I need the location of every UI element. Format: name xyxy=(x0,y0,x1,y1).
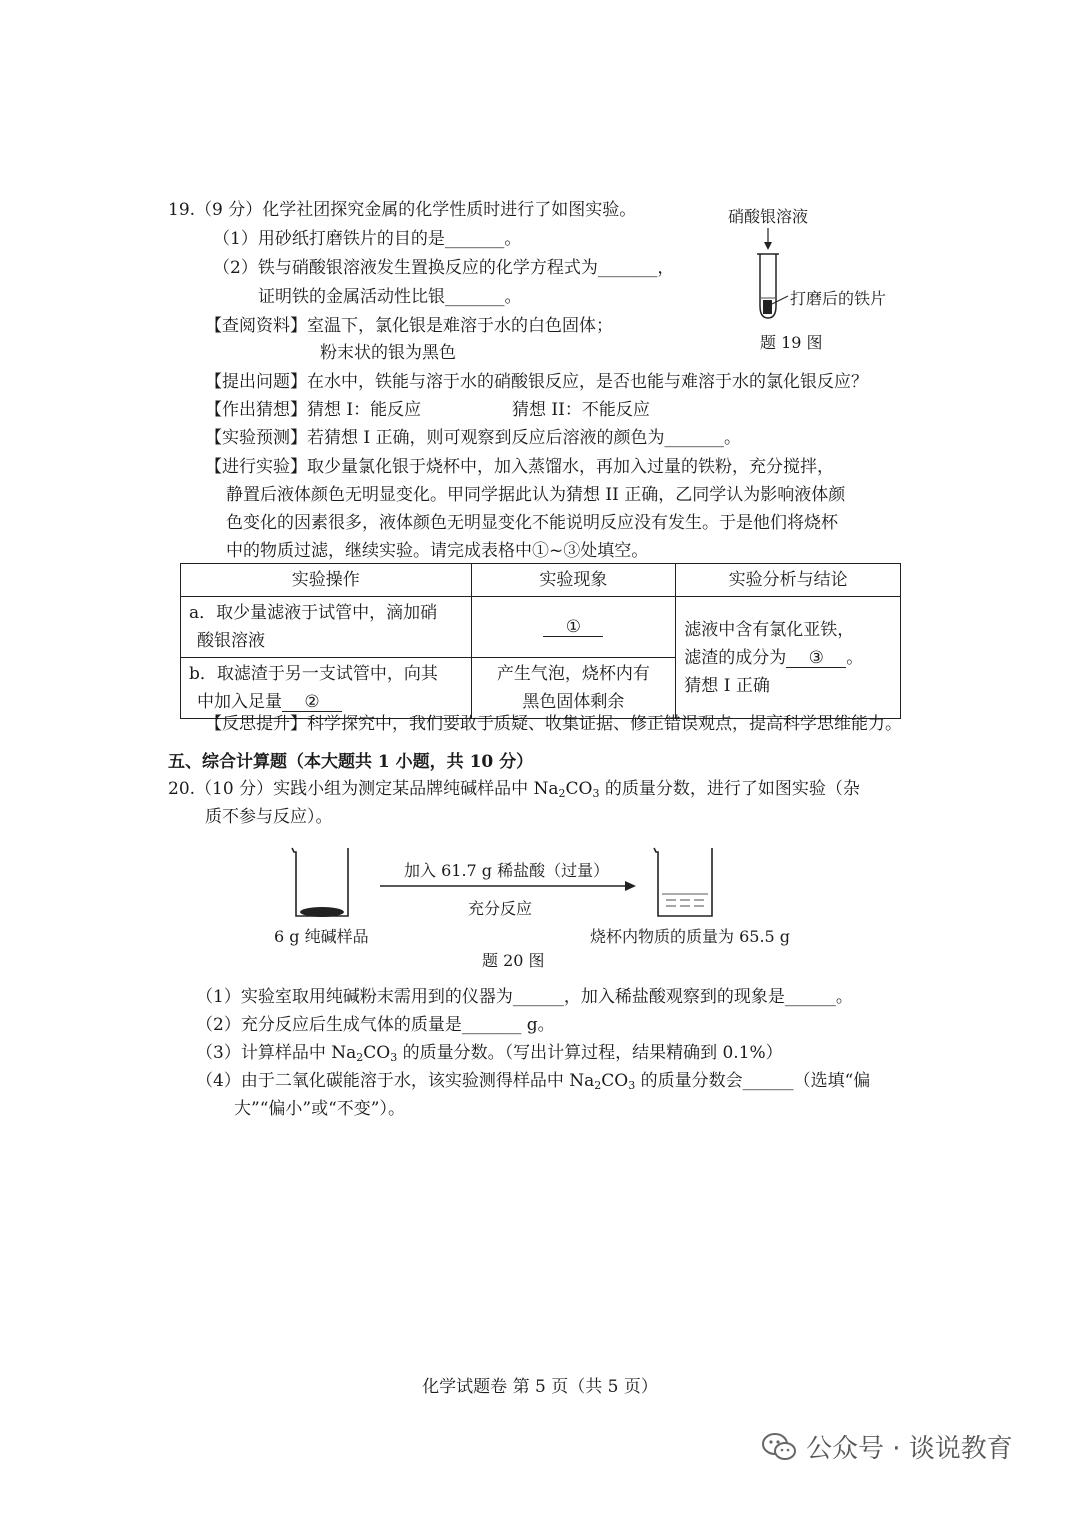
q20-sub2: （2）充分反应后生成气体的质量是_______ g。 xyxy=(196,1015,555,1035)
subscript: 3 xyxy=(390,1051,398,1064)
q19-sub1: （1）用砂纸打磨铁片的目的是_______。 xyxy=(213,229,522,249)
q19-exp3: 色变化的因素很多，液体颜色无明显变化不能说明反应没有发生。于是他们将烧杯 xyxy=(226,513,838,533)
row-b-op2-prefix: 中加入足量 xyxy=(197,692,282,712)
fig20-arrow-top: 加入 61.7 g 稀盐酸（过量） xyxy=(404,861,610,880)
q20-sub4 xyxy=(196,1069,870,1098)
row-b-phen-line1: 产生气泡，烧杯内有 xyxy=(496,664,650,684)
q19-predict: 【实验预测】若猜想 I 正确，则可观察到反应后溶液的颜色为_______。 xyxy=(205,428,742,448)
q20-stem-line1 xyxy=(168,777,860,806)
q19-sub2b: 证明铁的金属活动性比银_______。 xyxy=(258,287,522,307)
blank-2: ② xyxy=(282,693,342,712)
q19-ref1: 【查阅资料】室温下，氯化银是难溶于水的白色固体； xyxy=(205,316,613,336)
q19-exp4: 中的物质过滤，继续实验。请完成表格中①~③处填空。 xyxy=(226,541,649,561)
q19-reflect: 【反思提升】科学探究中，我们要敢于质疑、收集证据、修正错误观点，提高科学思维能力。 xyxy=(205,714,902,734)
q20-stem-part: 的质量分数，进行了如图实验（杂 xyxy=(599,779,860,799)
wechat-icon xyxy=(762,1432,796,1462)
q19-hyp1: 【作出猜想】猜想 I：能反应 xyxy=(205,400,422,420)
subscript: 2 xyxy=(594,1079,602,1092)
blank-1: ① xyxy=(543,618,603,637)
q20-sub4-line2: 大”“偏小”或“不变”）。 xyxy=(234,1099,405,1119)
figure-20 xyxy=(274,838,840,978)
concl-line2-prefix: 滤渣的成分为 xyxy=(684,647,787,668)
q19-stem: 19.（9 分）化学社团探究金属的化学性质时进行了如图实验。 xyxy=(168,200,637,220)
fig20-caption: 题 20 图 xyxy=(482,951,545,970)
concl-line1: 滤液中含有氯化亚铁， xyxy=(684,619,855,640)
q20-sub3-part: （3）计算样品中 Na xyxy=(196,1043,357,1063)
section-5-title: 五、综合计算题（本大题共 1 小题，共 10 分） xyxy=(168,752,534,772)
fig19-top-label: 硝酸银溶液 xyxy=(728,207,809,226)
table-header: 实验现象 xyxy=(471,564,676,597)
watermark xyxy=(762,1428,1013,1465)
table-row xyxy=(181,597,901,658)
subscript: 3 xyxy=(592,787,600,800)
q20-stem-line2: 质不参与反应）。 xyxy=(205,807,333,827)
subscript: 3 xyxy=(628,1079,636,1092)
fig20-arrow-bottom: 充分反应 xyxy=(468,899,533,918)
figure-19 xyxy=(720,196,920,366)
q19-question: 【提出问题】在水中，铁能与溶于水的硝酸银反应，是否也能与难溶于水的氯化银反应？ xyxy=(205,372,868,392)
q20-sub4-part: 的质量分数会______（选填“偏 xyxy=(635,1071,871,1091)
watermark-text: 公众号 · 谈说教育 xyxy=(806,1434,1013,1464)
q20-stem-part: 20.（10 分）实践小组为测定某品牌纯碱样品中 Na xyxy=(168,779,559,799)
concl-line3: 猜想 I 正确 xyxy=(684,675,770,696)
q19-hyp2: 猜想 II：不能反应 xyxy=(512,400,650,420)
q20-sub3-part: 的质量分数。（写出计算过程，结果精确到 0.1%） xyxy=(397,1043,783,1063)
fig19-caption: 题 19 图 xyxy=(760,333,823,352)
fig20-left-label: 6 g 纯碱样品 xyxy=(274,927,369,946)
row-a-operation xyxy=(181,597,472,658)
row-a-op-line1: a．取少量滤液于试管中，滴加硝 xyxy=(189,603,438,623)
row-b-op-line1: b．取滤渣于另一支试管中，向其 xyxy=(189,664,438,684)
row-a-op-line2: 酸银溶液 xyxy=(197,631,265,651)
row-b-phenomenon xyxy=(471,658,676,719)
row-a-phenomenon xyxy=(471,597,676,658)
concl-line2 xyxy=(684,644,892,672)
q20-sub4-part: （4）由于二氧化碳能溶于水，该实验测得样品中 Na xyxy=(196,1071,595,1091)
q19-exp2: 静置后液体颜色无明显变化。甲同学据此认为猜想 II 正确，乙同学认为影响液体颜 xyxy=(226,485,846,505)
fig20-right-label: 烧杯内物质的质量为 65.5 g xyxy=(590,927,791,946)
q19-sub2a: （2）铁与硝酸银溶液发生置换反应的化学方程式为_______， xyxy=(213,258,675,278)
table-header: 实验操作 xyxy=(181,564,472,597)
experiment-table xyxy=(180,563,901,719)
row-b-operation xyxy=(181,658,472,719)
blank-3: ③ xyxy=(786,649,846,668)
q20-sub3 xyxy=(196,1041,783,1070)
concl-line2-suffix: 。 xyxy=(846,647,864,668)
row-b-phen-line2: 黑色固体剩余 xyxy=(522,692,625,712)
conclusion-cell xyxy=(676,597,901,719)
q19-exp1: 【进行实验】取少量氯化银于烧杯中，加入蒸馏水，再加入过量的铁粉，充分搅拌， xyxy=(205,457,834,477)
fig19-side-label: 打磨后的铁片 xyxy=(790,289,887,308)
q20-stem-part: CO xyxy=(565,779,593,799)
subscript: 2 xyxy=(558,787,566,800)
table-header: 实验分析与结论 xyxy=(676,564,901,597)
q20-sub1: （1）实验室取用纯碱粉末需用到的仪器为______，加入稀盐酸观察到的现象是______。 xyxy=(196,987,853,1007)
subscript: 2 xyxy=(356,1051,364,1064)
page-footer: 化学试题卷 第 5 页（共 5 页） xyxy=(422,1377,658,1397)
q20-sub3-part: CO xyxy=(363,1043,391,1063)
table-header-row xyxy=(181,564,901,597)
q20-sub4-part: CO xyxy=(601,1071,629,1091)
q19-ref2: 粉末状的银为黑色 xyxy=(320,343,456,363)
